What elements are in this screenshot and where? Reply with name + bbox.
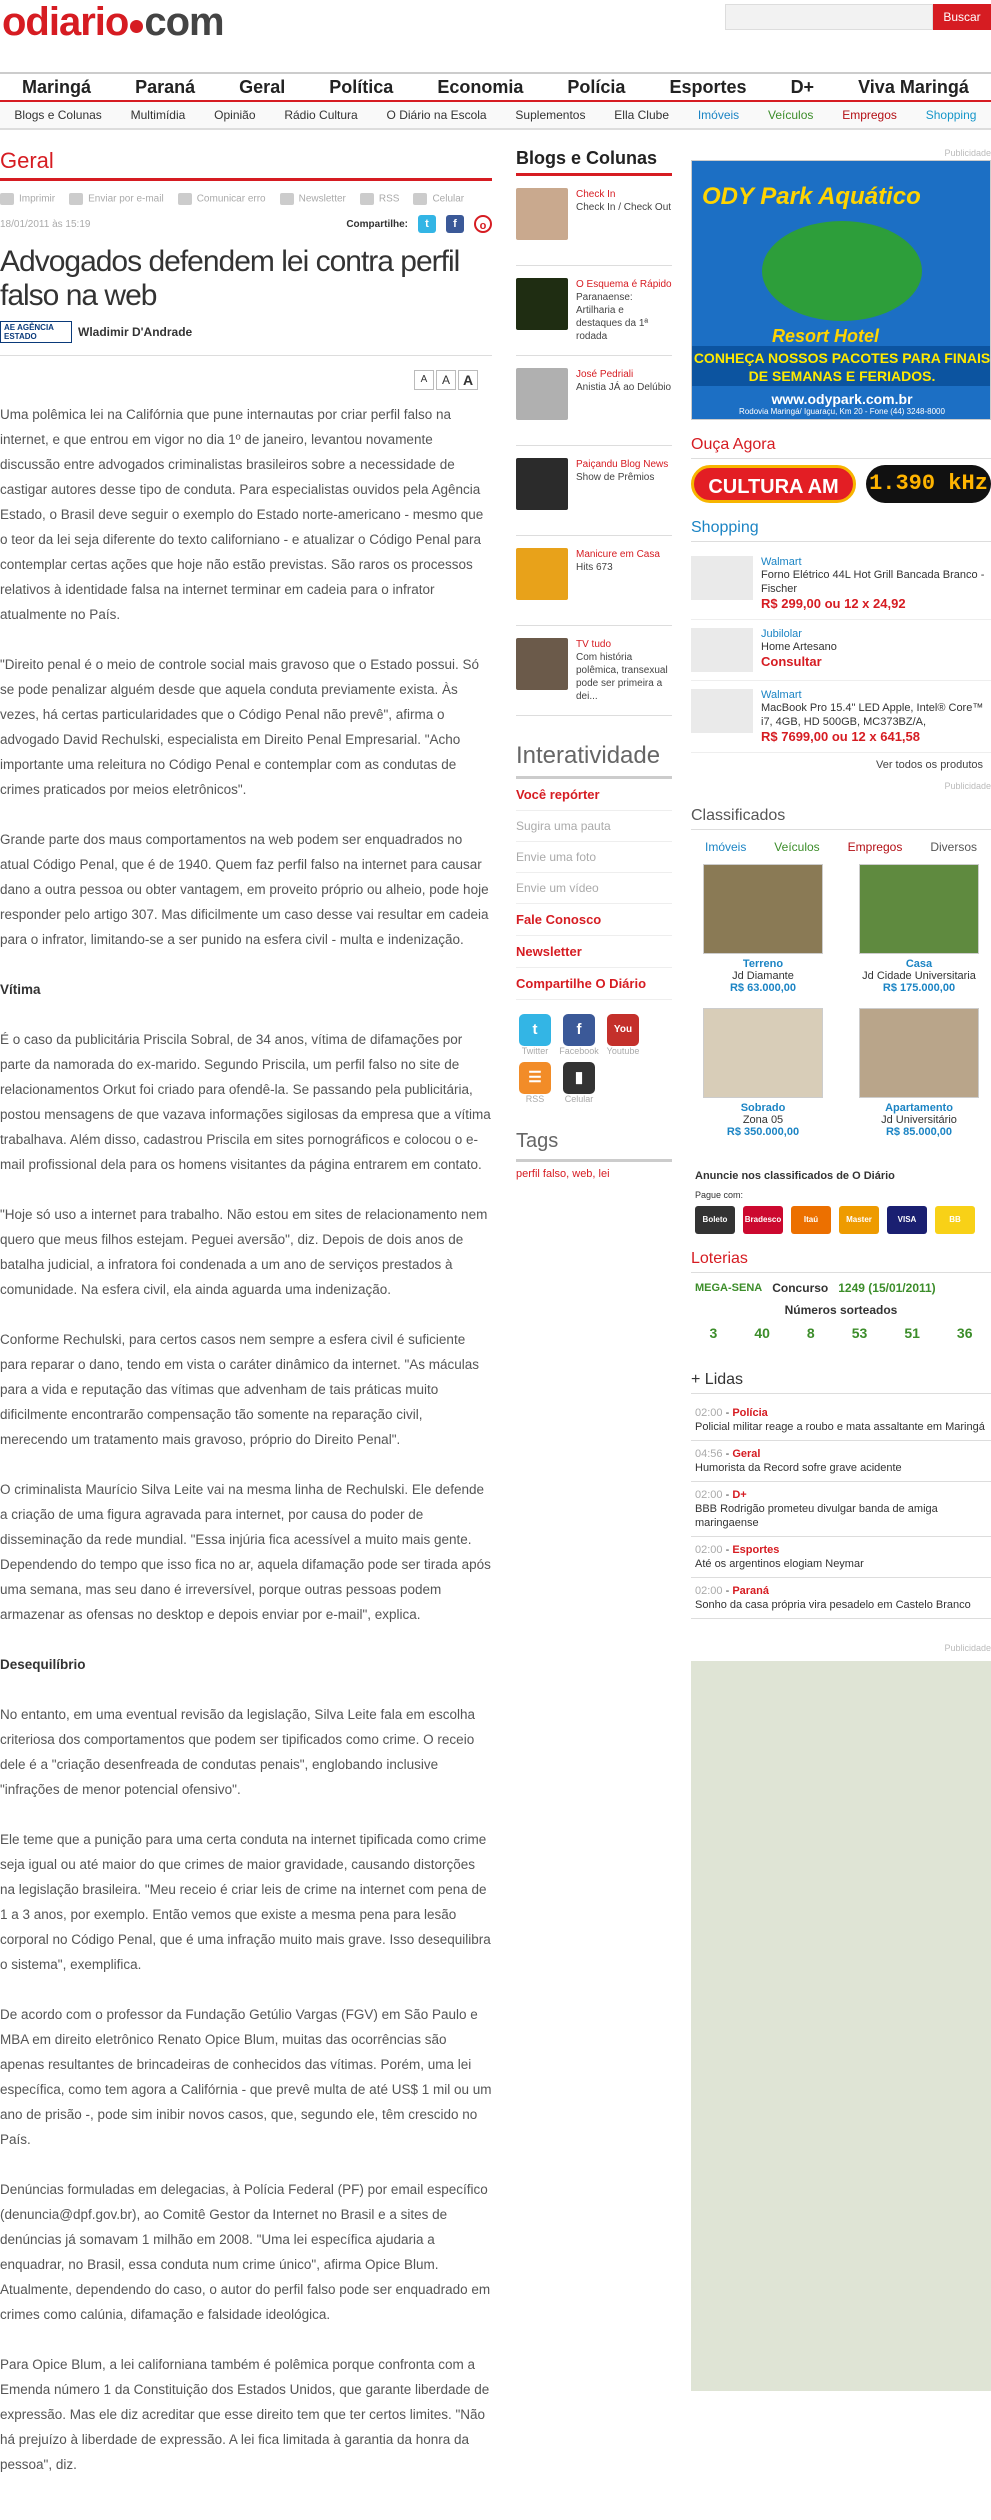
classificados-cat-2[interactable]: Empregos: [847, 840, 903, 854]
orkut-share-icon[interactable]: o: [474, 215, 492, 233]
social-3-icon[interactable]: ☰: [519, 1062, 551, 1094]
concurso-label: Concurso: [772, 1281, 829, 1295]
blogs-title[interactable]: Blogs e Colunas: [516, 148, 672, 176]
nav-item-4[interactable]: Economia: [437, 76, 524, 97]
ad-brand: ODY Park Aquático: [702, 183, 921, 210]
main-nav: [0, 72, 991, 100]
paragraph: Ele teme que a punição para uma certa conduta na internet tipificada como crime seja igual ou até maior do que crimes de maior gravidade, causando distorções na legislação brasileira. "Meu receio é criar leis de crime na internet com pena de 1 a 3 anos, por exemplo. Então vemos que existe a mesma pena para lesão corporal no Código Penal, que é uma infração muito mais grave. Isso desequilibra o sistema", exemplifica.: [0, 1832, 491, 1972]
mais-lidas-title: + Lidas: [691, 1371, 991, 1394]
article-tools: [0, 193, 492, 205]
loterias-title[interactable]: Loterias: [691, 1250, 991, 1273]
classificados-title[interactable]: Classificados: [691, 807, 991, 830]
blog-thumbnail[interactable]: [516, 458, 568, 510]
social-2-label: Youtube: [606, 1046, 640, 1056]
nav-item-0[interactable]: Maringá: [22, 76, 92, 97]
ad-address: Rodovia Maringá/ Iguaraçu, Km 20 - Fone (44) 3248-8000: [739, 407, 945, 416]
classified-place: Zona 05: [742, 1114, 784, 1126]
article-date: 18/01/2011 às 15:19: [0, 218, 91, 230]
paragraph: De acordo com o professor da Fundação Getúlio Vargas (FGV) em São Paulo e MBA em direito eletrônico Renato Opice Blum, muitas das ocorrências são apenas resultantes de brincadeiras de conhecidos das vítimas. Porém, uma lei específica, como tem agora a Califórnia - que prevê multa de até US$ 1 mil ou um ano de prisão -, pode sim inibir novos casos, que, segundo ele, têm crescido no País.: [0, 2007, 492, 2147]
social-4[interactable]: [560, 1062, 598, 1104]
paragraph: Conforme Rechulski, para certos casos nem sempre a esfera civil é suficiente para reparar o dano, tendo em vista o caráter dinâmico da internet. "As máculas para a vida e reputação das vítimas que advenham de tais práticas muito dificilmente encontrarão compensação tão somente na reparação civil, merecendo um tratamento mais gravoso, próprio do Direito Penal".: [0, 1332, 480, 1447]
social-1-label: Facebook: [559, 1046, 599, 1056]
site-header: [0, 0, 991, 70]
interatividade-item[interactable]: Sugira uma pauta: [516, 811, 672, 842]
interatividade-item[interactable]: Fale Conosco: [516, 904, 672, 936]
share-bar: [346, 215, 492, 233]
classificados-categories: [691, 840, 991, 854]
share-label: Compartilhe:: [346, 218, 408, 230]
lottery-number: 40: [754, 1325, 770, 1341]
subnav-item-6[interactable]: Ella Clube: [614, 108, 669, 122]
blog-title[interactable]: Paiçandu Blog News: [576, 459, 669, 470]
product-price: Consultar: [761, 654, 822, 669]
radio-player[interactable]: [691, 465, 991, 503]
odypark-ad[interactable]: [691, 160, 991, 420]
classified-item[interactable]: [851, 864, 987, 994]
product-store[interactable]: Walmart: [761, 689, 802, 701]
classificados-cat-1[interactable]: Veículos: [774, 840, 820, 854]
product-store[interactable]: Jubilolar: [761, 628, 802, 640]
paragraph: O criminalista Maurício Silva Leite vai na mesma linha de Rechulski. Ele defende a criação de uma figura agravada para internet, por causa do poder de disseminação da rede mundial. "Essa injúria fica acessível a muito mais gente. Dependendo do tempo que isso fica no ar, aquela difamação pode ser tirada após uma semana, mas seu dano é irreversível, porque outras pessoas podem armazenar as ofensas no desktop e depois enviar por e-mail", explica.: [0, 1482, 491, 1622]
blog-text: [576, 458, 668, 523]
tool-5[interactable]: [413, 193, 464, 205]
blog-text: [576, 368, 671, 433]
classificados-cat-3[interactable]: Diversos: [930, 840, 977, 854]
blog-text: [576, 188, 671, 253]
product-image[interactable]: [691, 689, 753, 733]
article: [0, 148, 492, 2502]
product-name[interactable]: Forno Elétrico 44L Hot Grill Bancada Branco - Fischer: [761, 569, 985, 595]
blog-desc[interactable]: Check In / Check Out: [576, 202, 672, 213]
product-store[interactable]: Walmart: [761, 556, 802, 568]
blog-list: [516, 176, 672, 716]
search-input[interactable]: [725, 4, 933, 30]
classified-price: R$ 175.000,00: [882, 982, 956, 994]
tool-1-label: Enviar por e-mail: [88, 193, 164, 205]
blog-item[interactable]: [516, 626, 672, 716]
interatividade-item[interactable]: Newsletter: [516, 936, 672, 968]
blog-desc[interactable]: Paranaense: Artilharia e destaques da 1ª rodada: [576, 292, 649, 342]
classified-image[interactable]: [703, 1008, 823, 1098]
social-3-label: RSS: [525, 1094, 545, 1104]
paragraph: Para Opice Blum, a lei californiana também é polêmica porque confronta com a Emenda número 1 da Constituição dos Estados Unidos, que garante liberdade de expressão. Mas ele diz acreditar que esse direito tem que ter certos limites. "Não há prejuízo à liberdade de expressão. A lei fica limitada à garantia da honra da pessoa", diz.: [0, 2357, 490, 2472]
interatividade-item[interactable]: Envie um vídeo: [516, 873, 672, 904]
blog-title[interactable]: Manicure em Casa: [576, 549, 660, 560]
twitter-share-icon[interactable]: t: [418, 215, 436, 233]
byline: [0, 321, 492, 356]
ad-placeholder[interactable]: [691, 1661, 991, 2391]
classified-price: R$ 85.000,00: [885, 1126, 953, 1138]
anuncie-link[interactable]: Anuncie nos classificados de O Diário: [695, 1170, 895, 1182]
classified-place: Jd Universitário: [881, 1114, 957, 1126]
pague-label: Pague com:: [695, 1190, 744, 1200]
blog-item[interactable]: [516, 536, 672, 626]
shopping-item[interactable]: [691, 681, 991, 753]
classified-place: Jd Diamante: [732, 970, 794, 982]
classified-item[interactable]: [695, 864, 831, 994]
payment-2-icon: Itaú: [791, 1206, 831, 1234]
social-4-icon[interactable]: ▮: [563, 1062, 595, 1094]
tags-list[interactable]: perfil falso, web, lei: [516, 1168, 610, 1180]
ad-band: CONHEÇA NOSSOS PACOTES PARA FINAIS DE SEMANAS E FERIADOS.: [692, 346, 991, 386]
classified-type[interactable]: Sobrado: [740, 1102, 786, 1114]
product-name[interactable]: Home Artesano: [761, 641, 837, 653]
lida-section[interactable]: Esportes: [732, 1544, 780, 1556]
nav-item-5[interactable]: Polícia: [567, 76, 626, 97]
lida-time: 02:00: [695, 1544, 723, 1556]
subnav-item-4[interactable]: O Diário na Escola: [386, 108, 487, 122]
shopping-item[interactable]: [691, 620, 991, 681]
blog-thumbnail[interactable]: [516, 278, 568, 330]
nav-item-7[interactable]: D+: [790, 76, 815, 97]
lida-text[interactable]: BBB Rodrigão prometeu divulgar banda de amiga maringaense: [695, 1503, 938, 1529]
nav-item-1[interactable]: Paraná: [135, 76, 196, 97]
tool-5-icon: [413, 193, 427, 205]
turtle-icon: [762, 221, 922, 321]
paragraph: No entanto, em uma eventual revisão da legislação, Silva Leite fala em escolha criteriosa dos comportamentos que podem ser tipificados como crime. O receio dele é a "criação desenfreada de condutas penais", englobando inclusive "infrações de menor potencial ofensivo".: [0, 1707, 476, 1797]
payment-0-icon: Boleto: [695, 1206, 735, 1234]
lida-text[interactable]: Até os argentinos elogiam Neymar: [695, 1558, 864, 1570]
ver-todos-link[interactable]: Ver todos os produtos: [875, 759, 983, 771]
blog-desc[interactable]: Anistia JÁ ao Delúbio: [576, 382, 672, 393]
paragraph: Desequilíbrio: [0, 1657, 86, 1672]
classified-item[interactable]: [695, 1008, 831, 1138]
agencia-estado-logo: AE AGÊNCIA ESTADO: [0, 321, 72, 343]
paragraph: "Hoje só uso a internet para trabalho. Não estou em sites de relacionamento nem quero que meus filhos estejam. Peguei aversão", diz. Depois de dois anos de batalha judicial, a infratora foi condenada a um ano de serviços prestados à comunidade. Na esfera civil, ela ainda aguarda uma indenização.: [0, 1207, 488, 1297]
payment-4-icon: VISA: [887, 1206, 927, 1234]
tool-2-icon: [178, 193, 192, 205]
classified-image[interactable]: [859, 1008, 979, 1098]
lida-time: 04:56: [695, 1448, 723, 1460]
payment-methods: [695, 1206, 987, 1234]
social-0[interactable]: [516, 1014, 554, 1056]
paragraph: Denúncias formuladas em delegacias, à Polícia Federal (PF) por email específico (denuncia@dpf.gov.br), ao Comitê Gestor da Internet no Brasil e a sites de denúncias já somavam 1 milhão em 2008. "Uma lei específica ajudaria a enquadrar, no Brasil, essa conduta num crime único", afirma Opice Blum. Atualmente, dependendo do caso, o autor do perfil falso pode ser enquadrado em crimes como calúnia, difamação e falsidade ideológica.: [0, 2182, 491, 2322]
publicidade-label-3: Publicidade: [944, 1643, 991, 1653]
interatividade-item[interactable]: Compartilhe O Diário: [516, 968, 672, 1000]
payment-3-icon: Master: [839, 1206, 879, 1234]
lida-time: 02:00: [695, 1585, 723, 1597]
classified-image[interactable]: [859, 864, 979, 954]
lottery-numbers: [691, 1325, 991, 1341]
blog-title[interactable]: Check In: [576, 189, 616, 200]
font-small-button[interactable]: A: [414, 370, 434, 390]
product-name[interactable]: MacBook Pro 15.4" LED Apple, Intel® Core™ i7, 4GB, HD 500GB, MC373BZ/A,: [761, 702, 984, 728]
shopping-title[interactable]: Shopping: [691, 519, 991, 542]
paragraph: Uma polêmica lei na Califórnia que pune internautas por criar perfil falso na internet, e que entrou em vigor no dia 1º de janeiro, levantou novamente discussão entre advogados criminalistas brasileiros sobre a necessidade de castigar autores desse tipo de conduta. Para especialistas ouvidos pela Agência Estado, o Brasil deve seguir o exemplo do Estado norte-americano - mesmo que o teor da lei seja diferente do texto californiano - e atualizar o Código Penal para contemplar certas ações que hoje não estão previstas. São raros os processos relativos à identidade falsa na internet terminar em cadeia para o infrator atualmente no País.: [0, 407, 484, 622]
lottery-number: 8: [806, 1325, 815, 1341]
product-text: [761, 628, 837, 672]
blog-thumbnail[interactable]: [516, 638, 568, 690]
mais-lidas-item[interactable]: 02:00 - Esportes Até os argentinos elogiam Neymar: [691, 1537, 991, 1578]
tool-0[interactable]: [0, 193, 55, 205]
product-text: [761, 556, 991, 611]
facebook-share-icon[interactable]: f: [446, 215, 464, 233]
blog-text: [576, 278, 672, 343]
nav-item-2[interactable]: Geral: [239, 76, 286, 97]
social-1[interactable]: [560, 1014, 598, 1056]
radio-cultura-logo[interactable]: CULTURA AM: [691, 465, 856, 503]
product-text: [761, 689, 991, 744]
paragraph: É o caso da publicitária Priscila Sobral, de 34 anos, vítima de difamações por parte da namorada do ex-marido. Segundo Priscila, um perfil falso no site de relacionamentos Orkut foi criado para ofendê-la. Se passando pela publicitária, postou mensagens de que vazava informações sigilosas da empresa que a vítima trabalhava. Além disso, cadastrou Priscila em sites pornográficos e colocou o e-mail profissional dela para os homens visitantes da página entrarem em contato.: [0, 1032, 491, 1172]
right-sidebar: [691, 148, 991, 2391]
interatividade-list: [516, 779, 672, 1000]
blog-thumbnail[interactable]: [516, 548, 568, 600]
radio-frequency: 1.390 kHz: [866, 465, 991, 503]
sub-nav: [0, 100, 991, 130]
search-button[interactable]: Buscar: [933, 4, 991, 30]
author: Wladimir D'Andrade: [78, 325, 193, 339]
lida-section[interactable]: Polícia: [732, 1407, 768, 1419]
blog-desc[interactable]: Show de Prêmios: [576, 472, 655, 483]
tool-2[interactable]: [178, 193, 266, 205]
tool-3-label: Newsletter: [298, 193, 346, 205]
blog-title[interactable]: José Pedriali: [576, 369, 634, 380]
middle-column: [516, 148, 672, 1180]
social-0-icon[interactable]: t: [519, 1014, 551, 1046]
nav-item-6[interactable]: Esportes: [669, 76, 747, 97]
subnav-item-1[interactable]: Multimídia: [130, 108, 186, 122]
product-image[interactable]: [691, 556, 753, 600]
tool-3[interactable]: [280, 193, 346, 205]
blog-item[interactable]: [516, 446, 672, 536]
tool-3-icon: [280, 193, 294, 205]
lida-text[interactable]: Humorista da Record sofre grave acidente: [695, 1462, 902, 1474]
blog-item[interactable]: [516, 266, 672, 356]
classified-image[interactable]: [703, 864, 823, 954]
interatividade-item[interactable]: Envie uma foto: [516, 842, 672, 873]
classified-type[interactable]: Terreno: [742, 958, 784, 970]
subnav-item-9[interactable]: Empregos: [842, 108, 897, 122]
blog-item[interactable]: [516, 356, 672, 446]
section-title[interactable]: Geral: [0, 148, 492, 181]
blog-thumbnail[interactable]: [516, 188, 568, 240]
lida-time: 02:00: [695, 1489, 723, 1501]
interatividade-item[interactable]: Você repórter: [516, 779, 672, 811]
lida-text[interactable]: Policial militar reage a roubo e mata assaltante em Maringá: [695, 1421, 985, 1433]
tool-1[interactable]: [69, 193, 164, 205]
mais-lidas-item[interactable]: 02:00 - Paraná Sonho da casa própria vira pesadelo em Castelo Branco: [691, 1578, 991, 1619]
lida-section[interactable]: D+: [732, 1489, 747, 1501]
blog-title[interactable]: O Esquema é Rápido: [576, 279, 672, 290]
blog-title[interactable]: TV tudo: [576, 639, 612, 650]
product-price: R$ 299,00 ou 12 x 24,92: [761, 596, 906, 611]
publicidade-label: Publicidade: [944, 148, 991, 158]
subnav-item-0[interactable]: Blogs e Colunas: [14, 108, 102, 122]
lottery-number: 51: [904, 1325, 920, 1341]
tool-0-label: Imprimir: [19, 193, 56, 205]
blog-thumbnail[interactable]: [516, 368, 568, 420]
font-size-controls: [0, 370, 478, 390]
blog-text: [576, 638, 672, 703]
mais-lidas-item[interactable]: 02:00 - D+ BBB Rodrigão prometeu divulgar banda de amiga maringaense: [691, 1482, 991, 1537]
tool-0-icon: [0, 193, 14, 205]
publicidade-label-2: Publicidade: [944, 781, 991, 791]
font-medium-button[interactable]: A: [436, 370, 456, 390]
subnav-item-3[interactable]: Rádio Cultura: [284, 108, 358, 122]
classified-type[interactable]: Apartamento: [885, 1102, 953, 1114]
subnav-item-10[interactable]: Shopping: [925, 108, 977, 122]
classified-type[interactable]: Casa: [905, 958, 933, 970]
lottery-number: 3: [709, 1325, 718, 1341]
tool-5-label: Celular: [432, 193, 465, 205]
nav-item-8[interactable]: Viva Maringá: [858, 76, 969, 97]
tool-4-label: RSS: [378, 193, 400, 205]
article-title: Advogados defendem lei contra perfil falso na web: [0, 245, 460, 312]
subnav-item-8[interactable]: Veículos: [768, 108, 814, 122]
paragraph: Vítima: [0, 982, 41, 997]
paragraph: Grande parte dos maus comportamentos na web podem ser enquadrados no atual Código Penal, que é de 1940. Quem faz perfil falso na internet para causar dano a outra pessoa ou obter vantagem, em proveito próprio ou alheio, pode hoje responder pelo artigo 307. Mas dificilmente um caso desse vai resultar em cadeia para o infrator, limitando-se a ser punido na esfera civil - multa e indenização.: [0, 832, 489, 947]
subnav-item-7[interactable]: Imóveis: [697, 108, 740, 122]
tags-title: Tags: [516, 1120, 672, 1162]
tool-2-label: Comunicar erro: [196, 193, 266, 205]
blog-item[interactable]: [516, 176, 672, 266]
site-logo[interactable]: odiario com: [2, 0, 224, 44]
payment-1-icon: Bradesco: [743, 1206, 783, 1234]
nav-item-3[interactable]: Política: [329, 76, 394, 97]
lida-section[interactable]: Paraná: [732, 1585, 770, 1597]
lottery-number: 36: [956, 1325, 973, 1341]
subnav-item-5[interactable]: Suplementos: [515, 108, 586, 122]
classified-item[interactable]: [851, 1008, 987, 1138]
blog-desc[interactable]: Com história polêmica, transexual pode ser primeira a dei...: [576, 652, 668, 702]
paragraph: "Direito penal é o meio de controle social mais gravoso que o Estado possui. Só se pode penalizar alguém desde que aquela conduta previamente exista. Às vezes, há certas particularidades que o Código Penal não prevê", afirma o advogado David Rechulski, especialista em Direito Penal Empresarial. "Acho importante uma releitura no Código Penal e contemplar com as condutas de crimes praticados por meios eletrônicos".: [0, 657, 480, 797]
classificados-grid: [691, 864, 991, 1138]
shopping-item[interactable]: [691, 548, 991, 620]
lottery-number: 53: [851, 1325, 868, 1341]
social-2-icon[interactable]: You: [607, 1014, 639, 1046]
subnav-item-2[interactable]: Opinião: [214, 108, 256, 122]
article-body: [0, 402, 492, 2477]
mega-sena-logo[interactable]: MEGA-SENA: [695, 1282, 763, 1294]
mais-lidas-item[interactable]: 04:56 - Geral Humorista da Record sofre grave acidente: [691, 1441, 991, 1482]
shopping-list: [691, 548, 991, 753]
lottery-row: [695, 1281, 987, 1295]
product-image[interactable]: [691, 628, 753, 672]
social-1-icon[interactable]: f: [563, 1014, 595, 1046]
lida-text[interactable]: Sonho da casa própria vira pesadelo em Castelo Branco: [695, 1599, 971, 1611]
blog-text: [576, 548, 660, 613]
tool-4[interactable]: [360, 193, 400, 205]
payment-5-icon: BB: [935, 1206, 975, 1234]
tool-4-icon: [360, 193, 374, 205]
lida-section[interactable]: Geral: [732, 1448, 761, 1460]
product-price: R$ 7699,00 ou 12 x 641,58: [761, 729, 921, 744]
classified-place: Jd Cidade Universitaria: [862, 970, 976, 982]
ad-resort: Resort Hotel: [772, 326, 880, 346]
classified-price: R$ 350.000,00: [726, 1126, 800, 1138]
tool-1-icon: [69, 193, 83, 205]
social-3[interactable]: [516, 1062, 554, 1104]
mais-lidas-item[interactable]: 02:00 - Polícia Policial militar reage a roubo e mata assaltante em Maringá: [691, 1400, 991, 1441]
blog-desc[interactable]: Hits 673: [576, 562, 613, 573]
font-large-button[interactable]: A: [458, 370, 478, 390]
classified-price: R$ 63.000,00: [729, 982, 797, 994]
social-0-label: Twitter: [521, 1046, 549, 1056]
classificados-cat-0[interactable]: Imóveis: [704, 840, 747, 854]
ouca-agora-title: Ouça Agora: [691, 436, 991, 459]
concurso-number: 1249 (15/01/2011): [838, 1281, 936, 1295]
lida-time: 02:00: [695, 1407, 723, 1419]
ad-url: www.odypark.com.br: [771, 391, 913, 407]
social-4-label: Celular: [564, 1094, 594, 1104]
social-links: [516, 1014, 646, 1104]
interatividade-title: Interatividade: [516, 732, 672, 779]
social-2[interactable]: [604, 1014, 642, 1056]
mais-lidas-list: [691, 1400, 991, 1619]
sorteados-label: Números sorteados: [784, 1303, 898, 1317]
